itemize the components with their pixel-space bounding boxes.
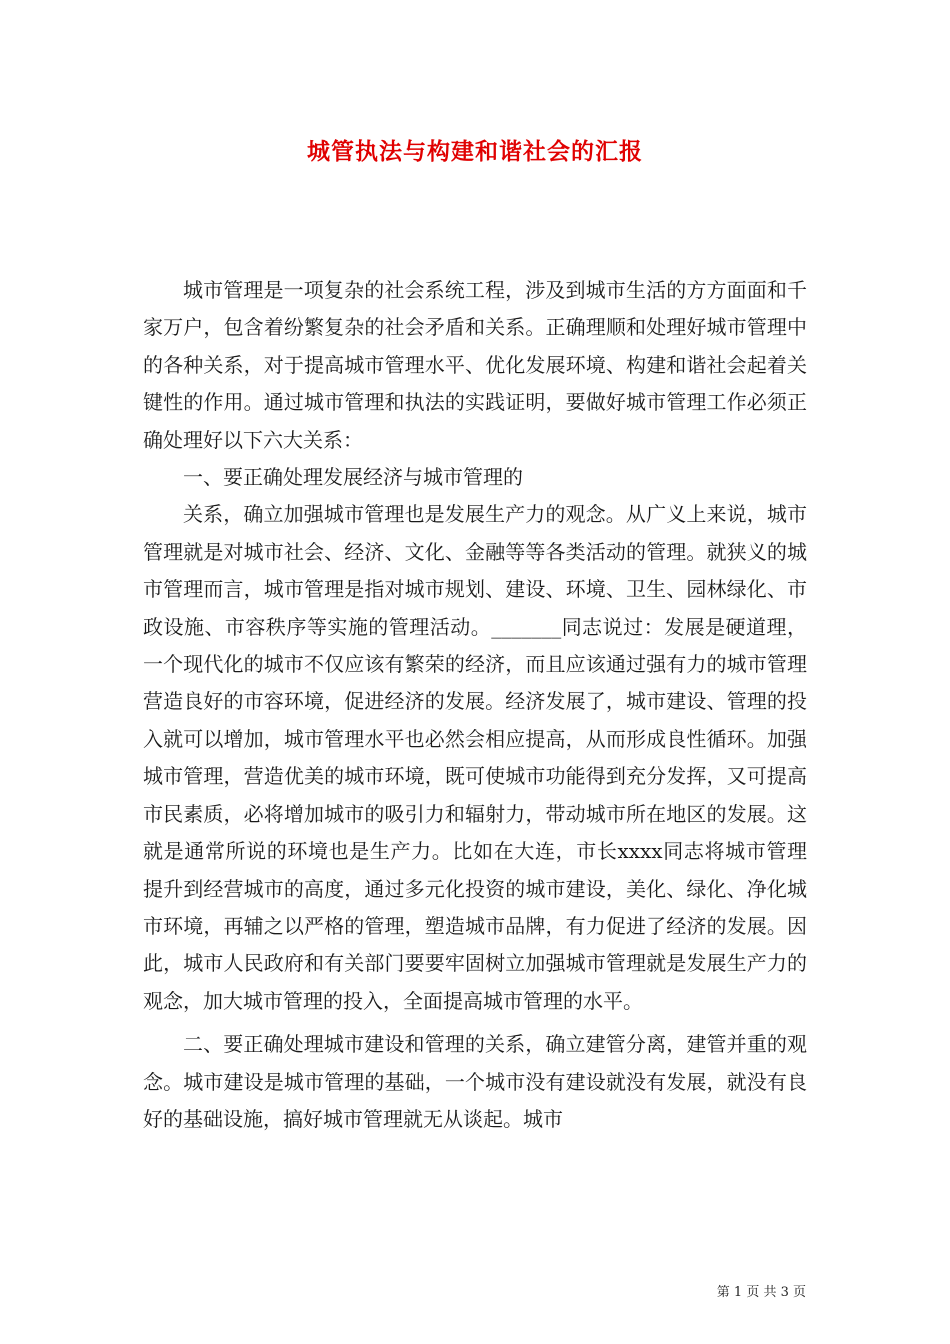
document-title: 城管执法与构建和谐社会的汇报: [307, 138, 643, 165]
paragraph-section-one-heading: 一、要正确处理发展经济与城市管理的: [183, 465, 523, 490]
paragraph-intro: 城市管理是一项复杂的社会系统工程，涉及到城市生活的方方面面和千家万户，包含着纷繁复杂的社会矛盾和关系。正确理顺和处理好城市管理中的各种关系，对于提高城市管理水平、优化发展环境、构建和谐社会起着关键性的作用。通过城市管理和执法的实践证明，要做好城市管理工作必须正确处理好以下六大关系：: [143, 278, 807, 452]
document-body: [143, 272, 807, 1138]
page-number: 第 1 页 共 3 页: [716, 1285, 806, 1300]
paragraph-section-one-body: 关系，确立加强城市管理也是发展生产力的观念。从广义上来说，城市管理就是对城市社会、经济、文化、金融等等各类活动的管理。就狭义的城市管理而言，城市管理是指对城市规划、建设、环境、卫生、园林绿化、市政设施、市容秩序等实施的管理活动。_______同志说过：发展是硬道理，一个现代化的城市不仅应该有繁荣的经济，而且应该通过强有力的城市管理营造良好的市容环境，促进经济的发展。经济发展了，城市建设、管理的投入就可以增加，城市管理水平也必然会相应提高，从而形成良性循环。加强城市管理，营造优美的城市环境，既可使城市功能得到充分发挥，又可提高市民素质，必将增加城市的吸引力和辐射力，带动城市所在地区的发展。这就是通常所说的环境也是生产力。比如在大连，市长xxxx同志将城市管理提升到经营城市的高度，通过多元化投资的城市建设，美化、绿化、净化城市环境，再辅之以严格的管理，塑造城市品牌，有力促进了经济的发展。因此，城市人民政府和有关部门要要牢固树立加强城市管理就是发展生产力的观念，加大城市管理的投入，全面提高城市管理的水平。: [143, 502, 807, 1013]
paragraph-section-two: 二、要正确处理城市建设和管理的关系，确立建管分离，建管并重的观念。城市建设是城市管理的基础，一个城市没有建设就没有发展，就没有良好的基础设施，搞好城市管理就无从谈起。城市: [143, 1032, 807, 1131]
